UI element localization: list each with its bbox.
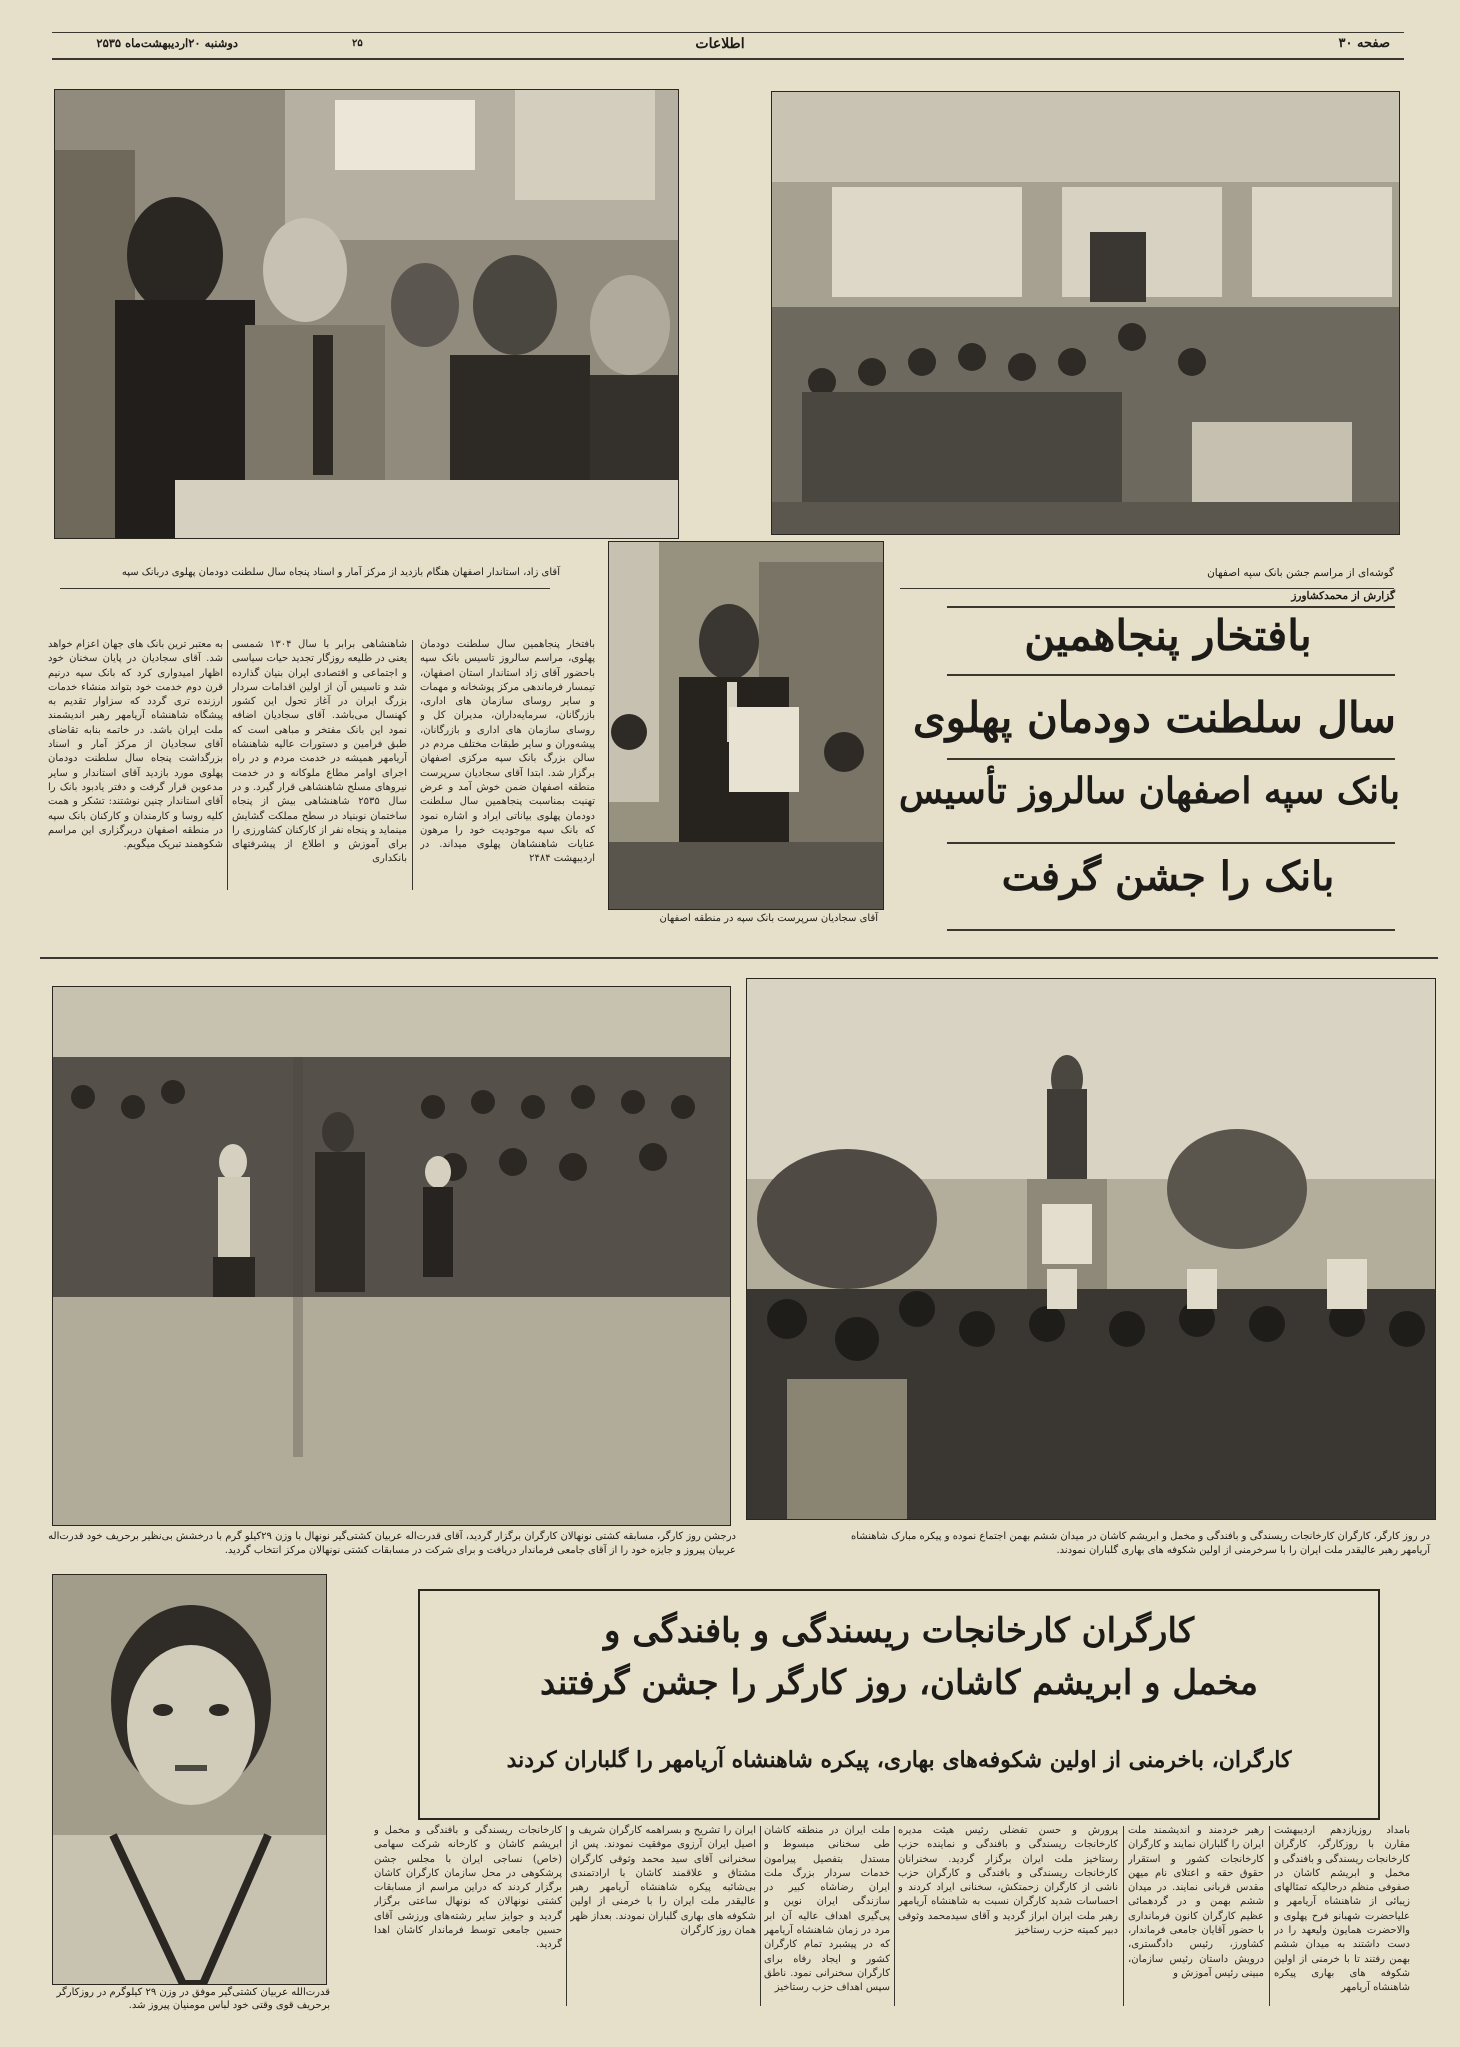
caption-photo-left: آقای زاد، استاندار اصفهان هنگام بازدید از مرکز آمار و اسناد پنجاه سال سلطنت دودمان پهلوی دربانک سپه <box>121 567 560 578</box>
top-headline-line-4: بانک را جشن گرفت <box>1001 853 1335 900</box>
caption-wrestling: درجشن روز کارگر، مسابقه کشتی نونهالان کارگران برگزار گردید، آقای قدرت‌اله عربیان کشتی‌گیر نونهال با وزن ۲۹کیلو گرم با درخشش بی‌نظیر برحریف خود قدرت‌اله عربیان پیروز و جایزه خود را از آقای جامعی فرماندار دریافت و برای شرکت در مسابقات کشتی نونهالان مرکز انتخاب گردید. <box>48 1531 736 1556</box>
byline: گزارش از محمدکشاورز <box>1291 590 1395 602</box>
bottom-subhead: کارگران، باخرمنی از اولین شکوفه‌های بهاری، پیکره شاهنشاه آریامهر را گلباران کردند <box>506 1747 1292 1773</box>
photo-ceremony-hall <box>771 91 1400 535</box>
bottom-column-1: بامداد روزیازدهم اردیبهشت مقارن با روزکارگر، کارگران کارخانجات ریسندگی و بافندگی و مخمل و ابریشم کاشان در صفوفی منظم درحالیکه تمثالهای زیبائی از شاهنشاه آریامهر و علیاحضرت شهبانو فرح پهلوی و والاحضرت همایون ولیعهد را در دست داشتند به میدان ششم بهمن رفتند تا با خرمنی از اولین شکوفه های بهاری پیکره شاهنشاه آریامهر <box>1274 1825 1410 1994</box>
bottom-column-6: کارخانجات ریسندگی و بافندگی و مخمل و ابریشم کاشان و کارخانه شرکت سهامی (خاص) نساجی ایران با مجلس جشن پرشکوهی در محل سازمان کارگران کاشان برگزار کردند که دراین مراسم از مسابقات کشتی نونهالان که نونهال ساعتی برگزار گردید و جوایز سایر رشته‌های ورزشی آقای حسین جامعی توسط فرماندار کاشان اهدا گردید. <box>374 1825 562 1951</box>
top-story-column-2: شاهنشاهی برابر با سال ۱۳۰۴ شمسی یعنی در طلیعه روزگار تجدید حیات سیاسی و اجتماعی و اقتصادی ایران بنیان گذارده شد و تاسیس آن از اولین اقدامات سردار بزرگ ایران در آغاز تحول این کشور کهنسال می‌باشد. آقای سجادیان اضافه نمود این بانک مفتخر و مباهی است که طبق فرامین و دستورات عالیه شاهنشاه آریامهر همیشه در خدمت مردم و در راه اجرای اوامر مطاع ملوکانه و در خدمت نیروهای مسلح شاهنشاهی قرار گیرد. و در سال ۲۵۳۵ شاهنشاهی بیش از پنجاه ساختمان نوبنیاد در سطح مملکت گشایش مینماید و پنجاه نفر از کارکنان کشاورزی را برای آموزش و اطلاع از پیشرفتهای بانکداری <box>232 639 407 865</box>
photo-statue-rally <box>746 978 1436 1520</box>
caption-statue-rally: در روز کارگر، کارگران کارخانجات ریسندگی و بافندگی و مخمل و ابریشم کاشان در میدان ششم بهمن اجتماع نموده و پیکره مبارک شاهنشاه آریامهر رهبر عالیقدر ملت ایران را با سرخرمنی از اولین شکوفه های بهاری گلباران نمودند. <box>851 1531 1430 1556</box>
caption-photo-center: آقای سجادیان سرپرست بانک سپه در منطقه اصفهان <box>659 913 878 924</box>
top-headline-line-1: بافتخار پنجاهمین <box>1024 611 1312 660</box>
bottom-column-4b: ملت ایران در منطقه کاشان طی سخنانی مبسوط و مستدل بتفصیل پیرامون خدمات سردار بزرگ ملت ایران رضاشاه کبیر در سازندگی ایران نوین و پی‌گیری اهداف عالیه آن ابر مرد در زمان شاهنشاه آریامهر که در پیشبرد تمام کارگران کشور و ایجاد رفاه برای کارگران سخنرانی نمود. ناطق سپس اهداف حزب رستاخیز <box>764 1825 890 1994</box>
top-story-column-1: بافتخار پنجاهمین سال سلطنت دودمان پهلوی، مراسم سالروز تاسیس بانک سپه باحضور آقای زاد استاندار استان اصفهان، تیمسار فرماندهی مرکز پوشخانه و مهمات و سایر روسای سازمان های اداری، بازرگانان، سرمایه‌داران، مدیران کل و روسای سازمان های اداری و بازرگانان، پیشه‌وران و سایر طبقات مختلف مردم در سالن بزرگ بانک سپه مرکزی اصفهان برگزار شد. ابتدا آقای سجادیان سرپرست منطقه اصفهان ضمن خوش آمد و عرض تهنیت بمناسبت پنجاهمین سال سلطنت دودمان پهلوی بیاناتی ایراد و اشاره نمود که بانک سپه موجودیت خود را مرهون عنایات شاهنشاهان پهلوی میداند. در اردیبهشت ۲۴۸۴ <box>420 639 595 865</box>
bottom-headline-line-2: مخمل و ابریشم کاشان، روز کارگر را جشن گرفتند <box>540 1663 1258 1703</box>
bottom-headline-box <box>418 1589 1380 1820</box>
caption-photo-right: گوشه‌ای از مراسم جشن بانک سپه اصفهان <box>1207 567 1394 579</box>
caption-young-wrestler: قدرت‌الله عربیان کشتی‌گیر موفق در وزن ۲۹ کیلوگرم در روزکارگر برحریف قوی وقتی خود لباس مومنیان پیروز شد. <box>56 1987 330 2011</box>
photo-officials-exhibit <box>54 89 679 539</box>
paper-name: اطلاعات <box>695 36 745 52</box>
bottom-column-5: ایران را تشریح و بسراهمه کارگران شریف و اصیل ایران آرزوی موفقیت نمودند. پس از سخنرانی آقای سید محمد وثوقی کارگران مشتاق و علاقمند کاشان با ارادتمندی بی‌شائبه پیکره شاهنشاه آریامهر رهبر عالیقدر ملت ایران را با خرمنی از اولین شکوفه های بهاری گلباران نمودند. بعداز ظهر همان روز کارگران <box>570 1825 756 1937</box>
photo-speaker <box>608 541 884 910</box>
top-headline-line-2: سال سلطنت دودمان پهلوی <box>912 693 1396 742</box>
page-label: صفحه ۳۰ <box>1338 36 1390 51</box>
bottom-column-2: رهبر خردمند و اندیشمند ملت ایران را گلباران نمایند و کارگران کارخانجات کشور و استقرار حقوق حقه و اعتلای نام میهن مقدس قربانی نمایند. در میدان ششم بهمن و در گردهمائی عظیم کارگران کانون فرمانداری با حضور آقایان جامعی فرماندار، کشاورز، رئیس دادگستری، درویش داستان رئیس سازمان، مبینی رئیس آموزش و <box>1128 1825 1264 1979</box>
top-story-column-3: به معتبر ترین بانک های جهان اعزام خواهد شد. آقای سجادیان در پایان سخنان خود اظهار امیدواری کرد که بانک سپه درنیم قرن دوم خدمت خود بتواند منشاء خدمات ارزنده تری گردد که سزاوار تقدیم به پیشگاه شاهنشاه آریامهر رهبر اندیشمند ملت ایران باشد. در خاتمه بنابه تقاضای آقای سجادیان از مرکز آمار و اسناد بزرگداشت پنجاه سال سلطنت دودمان پهلوی مورد بازدید آقای استاندار و سایر مدعوین قرار گرفت و دفتر یادبود بانک را آقای استاندار چنین نوشتند: تشکر و همت کلیه روسا و کارمندان و کارکنان بانک سپه در منطقه اصفهان دربرگزاری این مراسم شکوهمند تبریک میگویم. <box>48 639 223 851</box>
page-mark: ۲۵ <box>352 38 363 49</box>
photo-young-wrestler <box>52 1574 327 1985</box>
photo-wrestling <box>52 986 731 1526</box>
bottom-headline-line-1: کارگران کارخانجات ریسندگی و بافندگی و <box>603 1611 1195 1651</box>
top-headline-line-3: بانک سپه اصفهان سالروز تأسیس <box>898 770 1400 812</box>
bottom-column-3: پرورش و حسن تفضلی رئیس هیئت مدیره کارخانجات ریسندگی و بافندگی و نماینده حزب رستاخیز ملت ایران برگزار گردید. سخنرانان کارخانجات ریسندگی و بافندگی و کارگران حزب ناشی از کارگران زحمتکش، سخنانی ایراد کردند و احساسات شدید کارگران نسبت به شاهنشاه آریامهر رهبر ملت ایران ابراز گردید و آقای سیدمحمد وثوقی دبیر کمیته حزب رستاخیز <box>898 1825 1118 1937</box>
date-line: دوشنبه ۲۰اردیبهشت‌ماه ۲۵۳۵ <box>96 36 238 50</box>
